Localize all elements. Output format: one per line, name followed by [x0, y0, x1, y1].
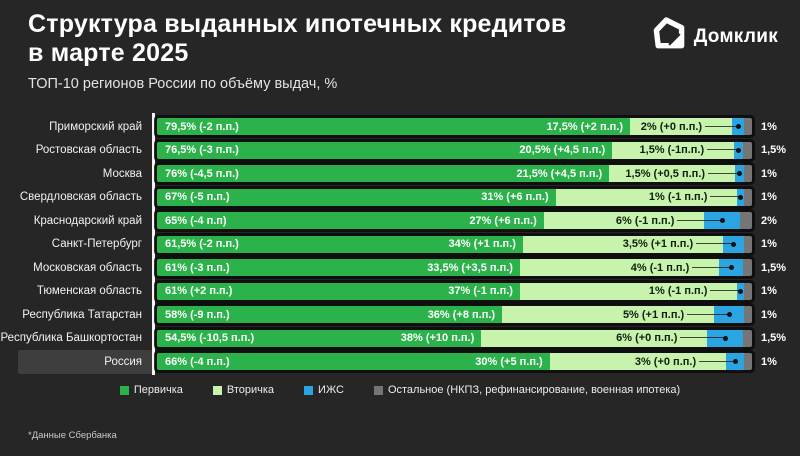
region-label: Москва [102, 167, 142, 180]
segment-pervichka [157, 283, 520, 300]
pervichka-value-label: 79,5% (-2 п.п.) [165, 120, 239, 133]
segment-izhs [704, 212, 740, 229]
izhs-dot [738, 195, 743, 200]
segment-vtorichka [609, 165, 735, 182]
pervichka-value-label: 76,5% (-3 п.п.) [165, 144, 239, 157]
segment-izhs [737, 283, 744, 300]
izhs-dot [720, 218, 725, 223]
segment-ostalnoe [744, 283, 752, 300]
logo-text: Домклик [693, 25, 778, 47]
region-label: Тюменская область [36, 285, 142, 298]
stacked-bar [157, 165, 752, 182]
izhs-leader-line [699, 361, 733, 362]
pervichka-value-label: 54,5% (-10,5 п.п.) [165, 332, 255, 345]
stacked-bar [157, 306, 752, 323]
segment-pervichka [157, 212, 544, 229]
chart-row [0, 327, 800, 351]
pervichka-value-label: 58% (-9 п.п.) [165, 308, 230, 321]
region-label: Краснодарский край [33, 214, 142, 227]
ostalnoe-value-label: 1% [761, 191, 777, 204]
bar-track [152, 280, 800, 304]
segment-ostalnoe [743, 259, 752, 276]
pervichka-value-label: 66% (-4 п.п.) [165, 355, 230, 368]
ostalnoe-value-label: 1% [761, 120, 777, 133]
izhs-dot [731, 242, 736, 247]
legend-item [304, 384, 344, 396]
legend-label: Вторичка [226, 384, 275, 396]
segment-pervichka [157, 353, 550, 370]
legend-label: Первичка [133, 384, 183, 396]
izhs-leader-line [705, 126, 736, 127]
legend [0, 384, 800, 396]
segment-ostalnoe [740, 212, 752, 229]
vtorichka-value-label: 34% (+1 п.п.) [448, 238, 516, 251]
segment-vtorichka [544, 212, 705, 229]
bar-track [152, 256, 800, 280]
izhs-leader-line [696, 243, 731, 244]
legend-item [120, 384, 183, 396]
segment-vtorichka [520, 283, 738, 300]
segment-izhs [732, 118, 744, 135]
stacked-bar [157, 236, 752, 253]
domclick-logo [651, 16, 778, 57]
chart-title-line1: Структура выданных ипотечных кредитов [28, 10, 567, 38]
source-footnote: *Данные Сбербанка [28, 430, 117, 441]
segment-pervichka [157, 189, 556, 206]
chart-row [0, 162, 800, 186]
bar-track [152, 233, 800, 257]
segment-vtorichka [520, 259, 719, 276]
pervichka-value-label: 67% (-5 п.п.) [165, 191, 230, 204]
segment-ostalnoe [744, 306, 752, 323]
segment-izhs [737, 189, 744, 206]
izhs-dot [723, 336, 728, 341]
izhs-leader-line [708, 173, 737, 174]
region-label: Республика Башкортостан [0, 332, 142, 345]
segment-pervichka [157, 330, 481, 347]
ostalnoe-value-label: 1% [761, 285, 777, 298]
izhs-value-label: 2% (+0 п.п.) [640, 120, 703, 133]
vtorichka-value-label: 21,5% (+4,5 п.п.) [516, 167, 603, 180]
chart-subtitle: ТОП-10 регионов России по объёму выдач, % [28, 76, 338, 92]
region-label: Ростовская область [35, 144, 142, 157]
segment-izhs [707, 330, 743, 347]
stacked-bar [157, 212, 752, 229]
vtorichka-value-label: 17,5% (+2 п.п.) [546, 120, 624, 133]
bar-track [152, 209, 800, 233]
chart-title-line2: в марте 2025 [28, 39, 189, 67]
segment-izhs [723, 236, 744, 253]
stacked-bar [157, 283, 752, 300]
segment-pervichka [157, 165, 609, 182]
stacked-bar [157, 142, 752, 159]
segment-ostalnoe [744, 165, 752, 182]
stacked-bar [157, 189, 752, 206]
izhs-value-label: 1% (-1 п.п.) [648, 285, 708, 298]
izhs-leader-line [692, 267, 729, 268]
izhs-dot [737, 171, 742, 176]
segment-ostalnoe [744, 236, 752, 253]
chart [0, 115, 800, 374]
izhs-leader-line [707, 149, 736, 150]
chart-row [0, 139, 800, 163]
izhs-value-label: 3% (+0 п.п.) [634, 355, 697, 368]
vtorichka-value-label: 20,5% (+4,5 п.п.) [519, 144, 606, 157]
chart-title [28, 10, 600, 68]
ostalnoe-value-label: 1% [761, 355, 777, 368]
vtorichka-value-label: 38% (+10 п.п.) [400, 332, 475, 345]
ostalnoe-value-label: 1,5% [761, 144, 787, 157]
legend-item [213, 384, 274, 396]
ostalnoe-value-label: 1,5% [761, 332, 787, 345]
izhs-leader-line [680, 337, 723, 338]
bar-track [152, 162, 800, 186]
stacked-bar [157, 353, 752, 370]
segment-pervichka [157, 118, 630, 135]
chart-row [0, 186, 800, 210]
izhs-leader-line [710, 196, 738, 197]
vtorichka-value-label: 37% (-1 п.п.) [448, 285, 513, 298]
segment-izhs [726, 353, 744, 370]
segment-izhs [735, 165, 744, 182]
chart-rows [0, 115, 800, 374]
pervichka-value-label: 61,5% (-2 п.п.) [165, 238, 239, 251]
izhs-value-label: 6% (+0 п.п.) [616, 332, 678, 345]
chart-row [0, 303, 800, 327]
vtorichka-value-label: 27% (+6 п.п.) [469, 214, 537, 227]
izhs-dot [727, 312, 732, 317]
ostalnoe-value-label: 1% [761, 238, 777, 251]
pervichka-value-label: 76% (-4,5 п.п.) [165, 167, 239, 180]
segment-vtorichka [556, 189, 738, 206]
legend-label: ИЖС [318, 384, 344, 396]
izhs-value-label: 5% (+1 п.п.) [622, 308, 685, 321]
chart-row [0, 115, 800, 139]
vtorichka-value-label: 30% (+5 п.п.) [475, 355, 543, 368]
segment-izhs [734, 142, 743, 159]
ostalnoe-value-label: 1,5% [761, 261, 787, 274]
region-label: Республика Татарстан [22, 308, 142, 321]
pervichka-value-label: 61% (-3 п.п.) [165, 261, 230, 274]
legend-item [374, 384, 680, 396]
stacked-bar [157, 330, 752, 347]
pervichka-value-label: 65% (-4 п.п) [165, 214, 227, 227]
izhs-value-label: 3,5% (+1 п.п.) [622, 238, 694, 251]
chart-row [0, 280, 800, 304]
region-label: Санкт-Петербург [51, 238, 142, 251]
izhs-dot [736, 148, 741, 153]
segment-vtorichka [523, 236, 723, 253]
izhs-value-label: 1,5% (-1п.п.) [639, 144, 705, 157]
segment-izhs [714, 306, 744, 323]
izhs-dot [729, 265, 734, 270]
legend-swatch [304, 386, 313, 395]
izhs-dot [738, 289, 743, 294]
segment-vtorichka [550, 353, 726, 370]
bar-track [152, 115, 800, 139]
chart-row [0, 350, 800, 374]
ostalnoe-value-label: 2% [761, 214, 777, 227]
region-label: Приморский край [49, 120, 142, 133]
vtorichka-value-label: 33,5% (+3,5 п.п.) [427, 261, 513, 274]
segment-pervichka [157, 306, 502, 323]
ostalnoe-value-label: 1% [761, 167, 777, 180]
izhs-dot [736, 124, 741, 129]
segment-pervichka [157, 259, 520, 276]
house-icon [651, 16, 687, 57]
chart-row [0, 256, 800, 280]
bar-track [152, 186, 800, 210]
segment-vtorichka [612, 142, 734, 159]
izhs-dot [733, 359, 738, 364]
segment-vtorichka [502, 306, 714, 323]
region-label: Россия [18, 350, 152, 374]
region-label: Московская область [33, 261, 142, 274]
vtorichka-value-label: 36% (+8 п.п.) [427, 308, 496, 321]
izhs-value-label: 4% (-1 п.п.) [630, 261, 690, 274]
segment-pervichka [157, 236, 523, 253]
segment-pervichka [157, 142, 612, 159]
bar-track [152, 303, 800, 327]
bar-track [152, 327, 800, 351]
legend-swatch [213, 386, 222, 395]
segment-vtorichka [630, 118, 732, 135]
stacked-bar [157, 259, 752, 276]
segment-izhs [719, 259, 743, 276]
pervichka-value-label: 61% (+2 п.п.) [165, 285, 233, 298]
bar-track [152, 350, 800, 374]
segment-ostalnoe [743, 142, 752, 159]
vtorichka-value-label: 31% (+6 п.п.) [481, 191, 549, 204]
izhs-value-label: 1,5% (+0,5 п.п.) [625, 167, 706, 180]
stacked-bar [157, 118, 752, 135]
izhs-value-label: 1% (-1 п.п.) [648, 191, 708, 204]
chart-row [0, 209, 800, 233]
segment-ostalnoe [744, 353, 752, 370]
izhs-leader-line [710, 290, 738, 291]
legend-swatch [120, 386, 129, 395]
chart-row [0, 233, 800, 257]
segment-ostalnoe [743, 330, 752, 347]
bar-track [152, 139, 800, 163]
legend-swatch [374, 386, 383, 395]
ostalnoe-value-label: 1% [761, 308, 777, 321]
segment-ostalnoe [744, 118, 752, 135]
segment-ostalnoe [744, 189, 752, 206]
izhs-leader-line [687, 314, 727, 315]
header [28, 10, 600, 92]
legend-label: Остальное (НКПЗ, рефинансирование, военная ипотека) [387, 384, 681, 396]
izhs-value-label: 6% (-1 п.п.) [615, 214, 675, 227]
region-label: Свердловская область [19, 191, 142, 204]
izhs-leader-line [677, 220, 720, 221]
segment-vtorichka [481, 330, 707, 347]
